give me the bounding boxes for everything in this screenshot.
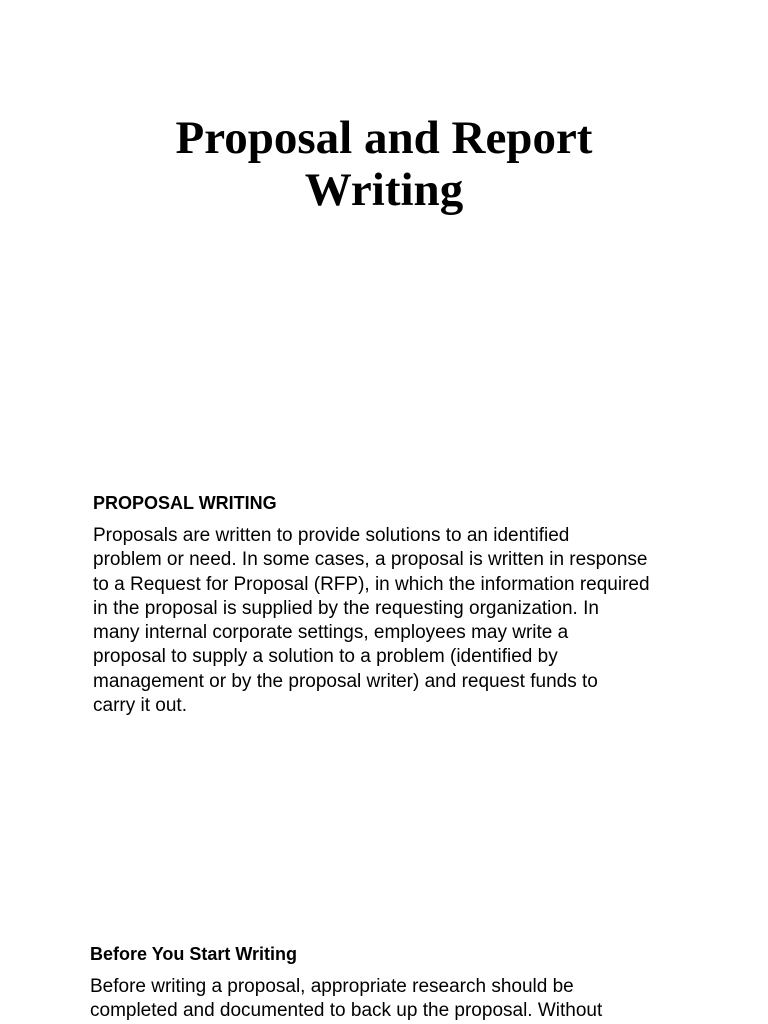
paragraph-line: completed and documented to back up the proposal. Without bbox=[90, 1000, 603, 1022]
section-heading-before-you-start: Before You Start Writing bbox=[90, 944, 298, 964]
paragraph-line: many internal corporate settings, employees may write a bbox=[93, 622, 569, 644]
paragraph-line: carry it out. bbox=[93, 695, 187, 717]
paragraph-proposal-writing bbox=[93, 524, 650, 718]
title-line: Writing bbox=[304, 164, 464, 216]
paragraph-line: to a Request for Proposal (RFP), in which the information required bbox=[93, 573, 650, 595]
paragraph-before-you-start bbox=[90, 975, 602, 1024]
paragraph-line: in the proposal is supplied by the requesting organization. In bbox=[93, 597, 599, 619]
section-heading-proposal-writing: PROPOSAL WRITING bbox=[93, 493, 277, 513]
paragraph-line: management or by the proposal writer) and request funds to bbox=[93, 670, 598, 692]
paragraph-line: proposal to supply a solution to a problem (identified by bbox=[93, 646, 558, 668]
paragraph-line: Before writing a proposal, appropriate research should be bbox=[90, 976, 574, 997]
title-line: Proposal and Report bbox=[175, 112, 593, 164]
document-title bbox=[0, 112, 768, 216]
paragraph-line: Proposals are written to provide solutions to an identified bbox=[93, 525, 570, 546]
paragraph-line: problem or need. In some cases, a proposal is written in response bbox=[93, 549, 648, 571]
